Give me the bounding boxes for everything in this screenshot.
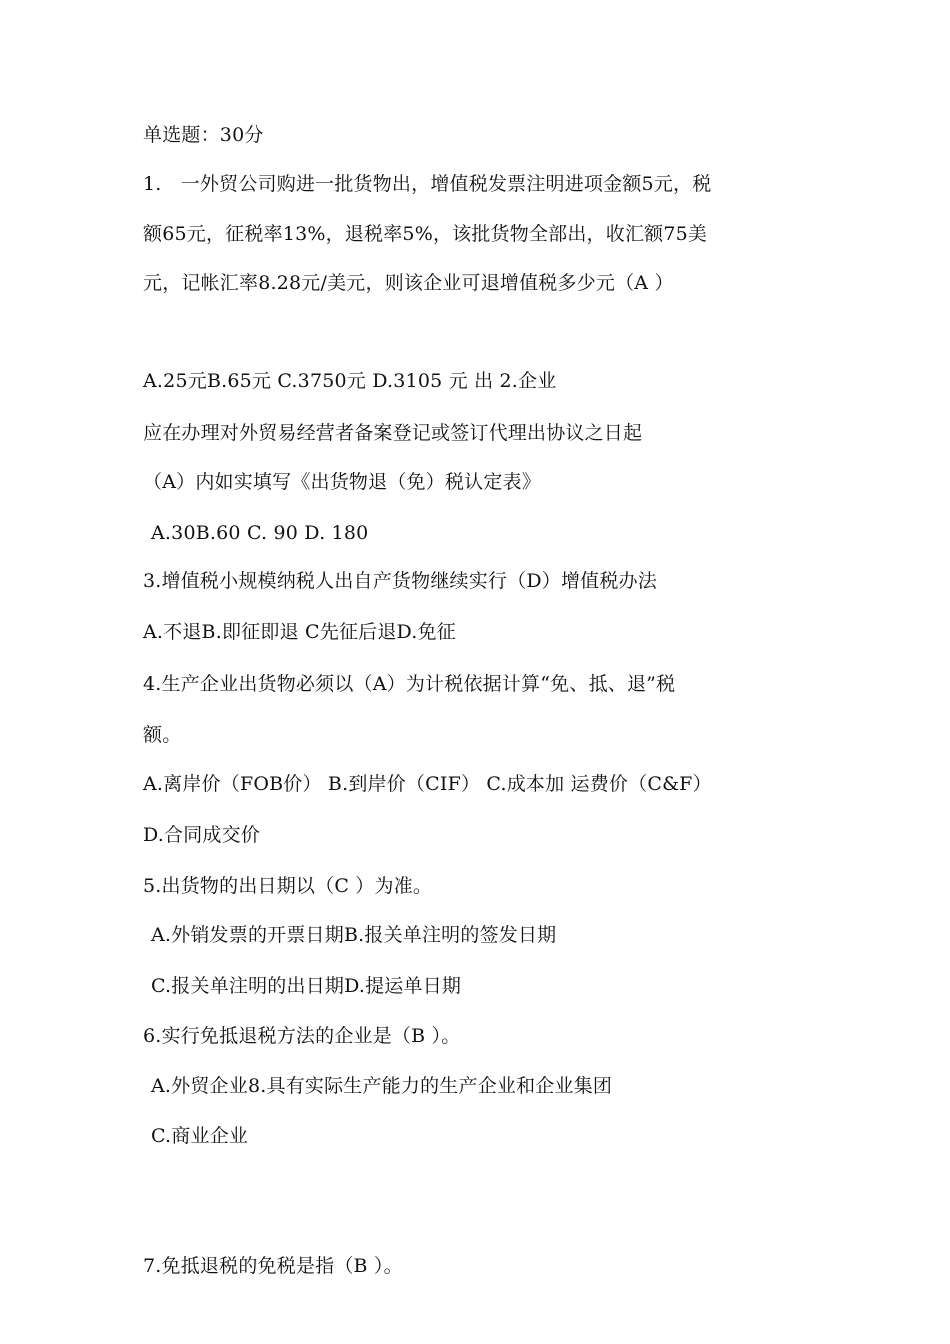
question-3: 3.增值税小规模纳税人出自产货物继续实行（D）增值税办法 — [143, 570, 657, 592]
question-1-line-3: 元，记帐汇率8.28元/美元，则该企业可退增值税多少元（A ） — [143, 272, 674, 294]
question-2-line-1: 应在办理对外贸易经营者备案登记或签订代理出协议之日起 — [143, 422, 643, 444]
question-5: 5.出货物的出日期以（C ）为准。 — [143, 875, 433, 897]
question-1-line-1: 1. 一外贸公司购进一批货物出，增值税发票注明进项金额5元，税 — [143, 173, 712, 195]
section-heading: 单选题：30分 — [143, 124, 264, 146]
question-5-options-2: C.报关单注明的出日期D.提运单日期 — [151, 975, 462, 997]
question-4-line-1: 4.生产企业出货物必须以（A）为计税依据计算“免、抵、退”税 — [143, 673, 676, 695]
question-3-options: A.不退B.即征即退 C先征后退D.免征 — [143, 621, 456, 643]
question-5-options-1: A.外销发票的开票日期B.报关单注明的签发日期 — [151, 924, 557, 946]
question-7: 7.免抵退税的免税是指（B ）。 — [143, 1255, 403, 1277]
question-4-line-2: 额。 — [143, 724, 182, 746]
question-1-options: A.25元B.65元 C.3750元 D.3105 元 出 2.企业 — [143, 370, 557, 392]
question-1-line-2: 额65元，征税率13%，退税率5%，该批货物全部出，收汇额75美 — [143, 223, 708, 245]
question-6: 6.实行免抵退税方法的企业是（B ）。 — [143, 1025, 461, 1047]
question-2-line-2: （A）内如实填写《出货物退（免）税认定表》 — [143, 471, 541, 493]
question-2-options: A.30B.60 C. 90 D. 180 — [151, 522, 369, 544]
question-6-options-1: A.外贸企业8.具有实际生产能力的生产企业和企业集团 — [151, 1075, 613, 1097]
question-6-options-2: C.商业企业 — [151, 1125, 249, 1147]
question-4-options: A.离岸价（FOB价） B.到岸价（CIF） C.成本加 运费价（C&F） — [143, 773, 712, 795]
question-4-option-d: D.合同成交价 — [143, 824, 260, 846]
